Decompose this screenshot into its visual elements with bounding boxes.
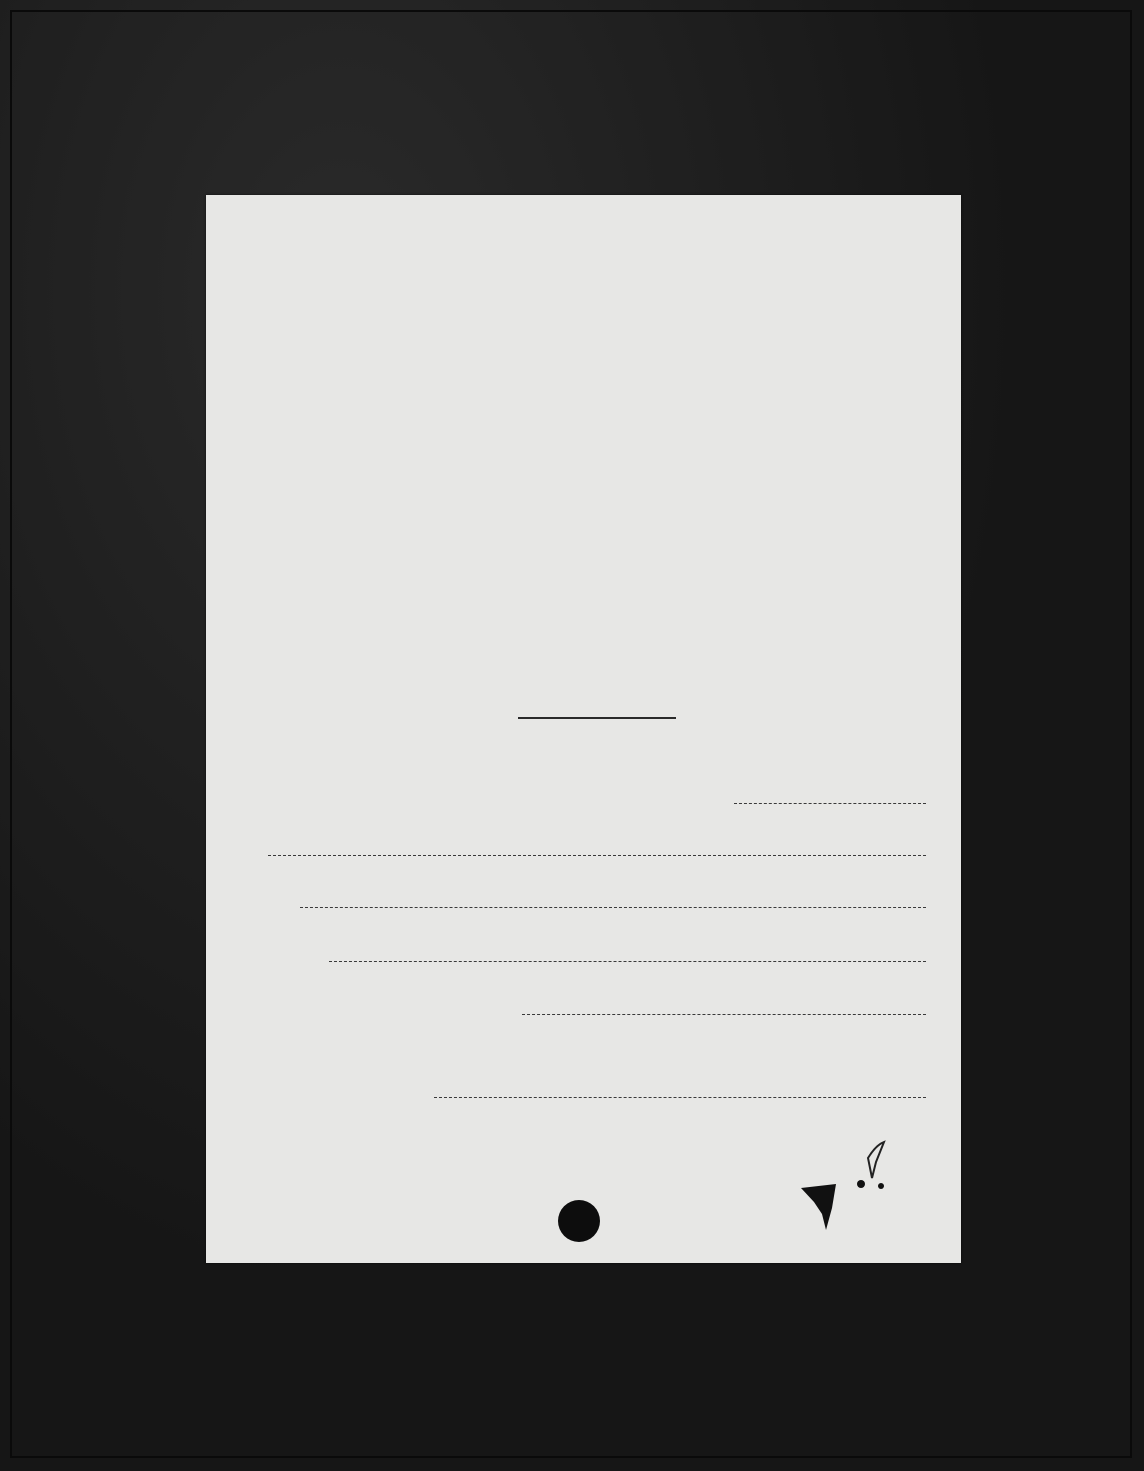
conveyance-line[interactable] [300,907,926,908]
title-line[interactable] [434,1097,926,1098]
paper-damage-mark [796,1140,906,1260]
verified-by-line[interactable] [522,1014,926,1015]
departure-record-card [206,195,961,1263]
departed-from-line-2[interactable] [268,855,926,856]
punch-hole [558,1200,600,1242]
departed-from-line[interactable] [734,803,926,804]
date-line[interactable] [329,961,926,962]
section-divider [518,717,676,719]
